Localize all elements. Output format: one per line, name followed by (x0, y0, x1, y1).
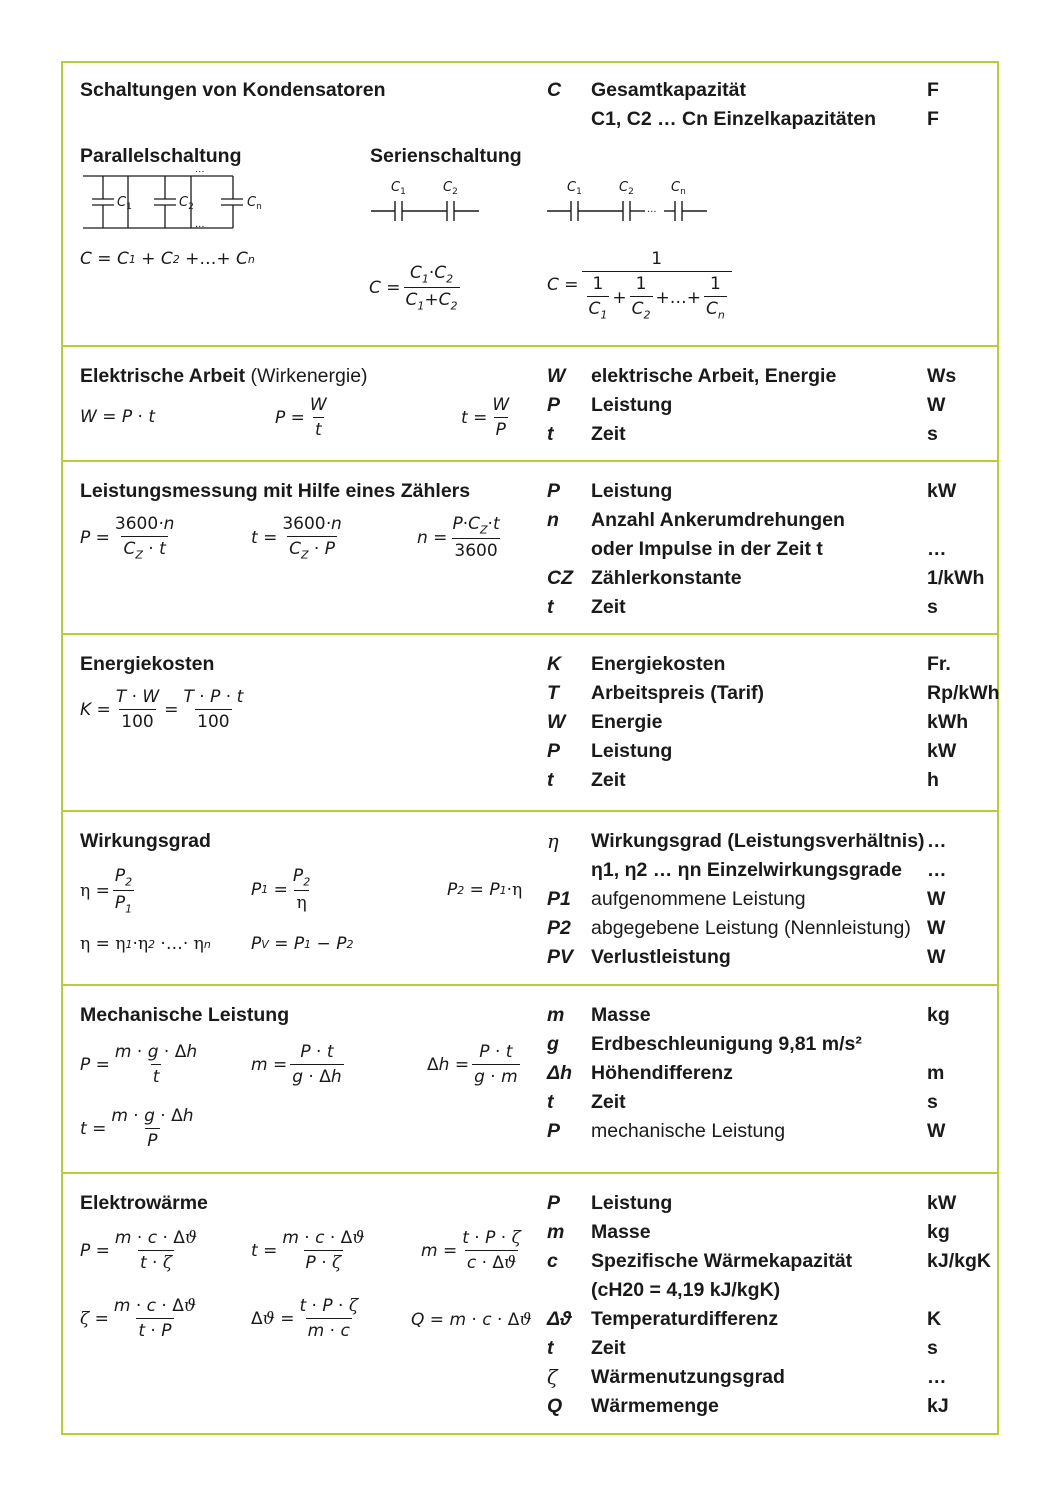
formula-m-waerme: m = $\frac{t \cdot P \cdot \zeta}{c \cdot \Delta ϑ}$ (421, 1228, 521, 1273)
formula-q-waerme: Q = m · c · Δ ϑ (411, 1310, 532, 1330)
section-title: Energiekosten (80, 653, 215, 675)
svg-text:···: ··· (195, 222, 205, 233)
svg-text:C1: $C_1$ (567, 180, 582, 197)
formula-p-zaehler: P = $\frac{3600\cdot n}{C_Z \cdot t}$ (80, 514, 175, 562)
label-cn-sub: n (256, 202, 262, 212)
legend-row: P2 abgegebene Leistung (Nennleistung) W (547, 917, 946, 939)
formula-t-zaehler: t = $\frac{3600\cdot n}{C_Z \cdot P}$ (251, 514, 342, 562)
legend-row: P Leistung kW (547, 480, 957, 502)
formula-p: P = $\frac{W}{t}$ (275, 395, 327, 440)
legend-row: c Spezifische Wärmekapazität kJ/kgK (547, 1250, 991, 1272)
section-wirkungsgrad (63, 812, 997, 986)
legend-row: W Energie kWh (547, 711, 969, 733)
formula-eta-total: η = η 1 · η 2 ·…· η n (80, 934, 211, 954)
legend-row: Δh Höhendifferenz m (547, 1062, 945, 1084)
label-c2: C (179, 195, 189, 210)
label-c1-sub: 1 (126, 202, 132, 212)
section-arbeit (63, 347, 997, 462)
legend-row: PV Verlustleistung W (547, 946, 946, 968)
legend-row: Δϑ Temperaturdifferenz K (547, 1308, 942, 1330)
parallel-circuit-diagram (83, 171, 273, 233)
formula-parallel: C = C 1 + C 2 +…+ C n (80, 249, 255, 269)
section-zaehler (63, 462, 997, 635)
formula-k: K = $\frac{T \cdot W}{100}$ = $\frac{T \cdot P \cdot t}{100}$ (80, 687, 244, 732)
formula-pv: P V = P 1 − P 2 (251, 934, 354, 954)
svg-text:C2: $C_2$ (619, 180, 634, 197)
series-circuit-diagram-2 (371, 175, 483, 221)
label-c1: C (117, 195, 127, 210)
legend-row: ζ Wärmenutzungsgrad … (547, 1366, 947, 1389)
formula-p-mech: P = $\frac{m \cdot g \cdot \Delta h}{t}$ (80, 1042, 198, 1087)
section-title: Schaltungen von Kondensatoren (80, 79, 386, 101)
legend-row: P Leistung kW (547, 740, 957, 762)
formula-t: t = $\frac{W}{P}$ (461, 395, 510, 440)
section-kondensatoren (63, 63, 997, 347)
section-kosten (63, 635, 1000, 812)
formula-p1: P 1 = $\frac{P_2}{\eta}$ (251, 866, 311, 914)
formula-w: W = P · t (80, 407, 156, 427)
series-circuit-diagram-n (547, 175, 713, 221)
legend-row: (cH20 = 4,19 kJ/kgK) (591, 1279, 781, 1301)
formula-series-2: C = $\frac{C_1\cdot C_2}{C_1+C_2}$ (369, 263, 458, 313)
legend-row: t Zeit h (547, 769, 939, 791)
svg-text:···: ··· (647, 207, 657, 218)
formula-eta: η = $\frac{P_2}{P_1}$ (80, 866, 133, 916)
formula-p2: P 2 = P 1 · η (447, 880, 523, 900)
legend-row: T Arbeitspreis (Tarif) Rp/kWh (547, 682, 1000, 704)
svg-text:Cn (247, 195, 262, 212)
legend-row: oder Impulse in der Zeit t … (591, 538, 947, 560)
formula-zeta-waerme: ζ = $\frac{m \cdot c \cdot \Delta ϑ}{t \cdot P}$ (80, 1296, 197, 1341)
formula-series-n: C = 1 1 $C_1$ + $\frac{1}{C_2}$ +…+ $\frac{1}{C_n}$ (547, 249, 735, 321)
formula-t-mech: t = $\frac{m \cdot g \cdot \Delta h}{P}$ (80, 1106, 194, 1151)
formula-t-waerme: t = $\frac{m \cdot c \cdot \Delta ϑ}{P \cdot \zeta}$ (251, 1228, 365, 1273)
section-title: Elektrische Arbeit (Wirkenergie) (80, 365, 368, 387)
legend-row: CZ Zählerkonstante 1/kWh (547, 567, 985, 589)
legend-row: W elektrische Arbeit, Energie Ws (547, 365, 957, 387)
formula-sheet (61, 61, 999, 1435)
svg-text:···: ··· (195, 171, 205, 178)
legend-row: P mechanische Leistung W (547, 1120, 946, 1142)
legend-row: η Wirkungsgrad (Leistungsverhältnis) … (547, 830, 947, 853)
legend-row: P1 aufgenommene Leistung W (547, 888, 946, 910)
svg-text:C1 (117, 195, 132, 212)
legend-row: t Zeit s (547, 1337, 938, 1359)
legend-row: P Leistung kW (547, 1192, 957, 1214)
legend-row: Q Wärmemenge kJ (547, 1395, 949, 1417)
section-title: Mechanische Leistung (80, 1004, 290, 1026)
svg-text:Cn: $C_n$ (671, 180, 686, 197)
serie-title: Serienschaltung (370, 145, 522, 167)
formula-n-zaehler: n = $\frac{P\cdot C_Z\cdot t}{3600}$ (417, 514, 500, 562)
formula-p-waerme: P = $\frac{m \cdot c \cdot \Delta ϑ}{t \cdot \zeta}$ (80, 1228, 198, 1273)
section-title: Wirkungsgrad (80, 830, 211, 852)
svg-text:C1: $C_1$ (391, 180, 406, 197)
formula-dtheta-waerme: Δ ϑ = $\frac{t \cdot P \cdot \zeta}{m \cdot c}$ (251, 1296, 359, 1341)
section-title: Leistungsmessung mit Hilfe eines Zählers (80, 480, 471, 502)
formula-m-mech: m = $\frac{P \cdot t}{g \cdot \Delta h}$ (251, 1042, 342, 1087)
legend-row: K Energiekosten Fr. (547, 653, 951, 675)
parallel-title: Parallelschaltung (80, 145, 242, 167)
legend-row: g Erdbeschleunigung 9,81 m/s² (547, 1033, 862, 1055)
label-c2-sub: 2 (188, 202, 194, 212)
legend-row: m Masse kg (547, 1004, 950, 1026)
legend-row: t Zeit s (547, 596, 938, 618)
legend-row: m Masse kg (547, 1221, 950, 1243)
legend-row: η1, η2 … ηn Einzelwirkungsgrade … (591, 859, 947, 881)
formula-dh-mech: Δ h = $\frac{P \cdot t}{g \cdot m}$ (427, 1042, 518, 1087)
legend-row: t Zeit s (547, 423, 938, 445)
legend-row: C1, C2 … Cn Einzelkapazitäten F (591, 108, 939, 130)
legend-row: t Zeit s (547, 1091, 938, 1113)
label-cn: C (247, 195, 257, 210)
section-waerme (63, 1174, 997, 1433)
section-mechanik (63, 986, 997, 1174)
section-title: Elektrowärme (80, 1192, 208, 1214)
legend-row: P Leistung W (547, 394, 946, 416)
svg-text:C2: $C_2$ (443, 180, 458, 197)
legend-row: n Anzahl Ankerumdrehungen (547, 509, 845, 531)
legend-row: C Gesamtkapazität F (547, 79, 939, 101)
